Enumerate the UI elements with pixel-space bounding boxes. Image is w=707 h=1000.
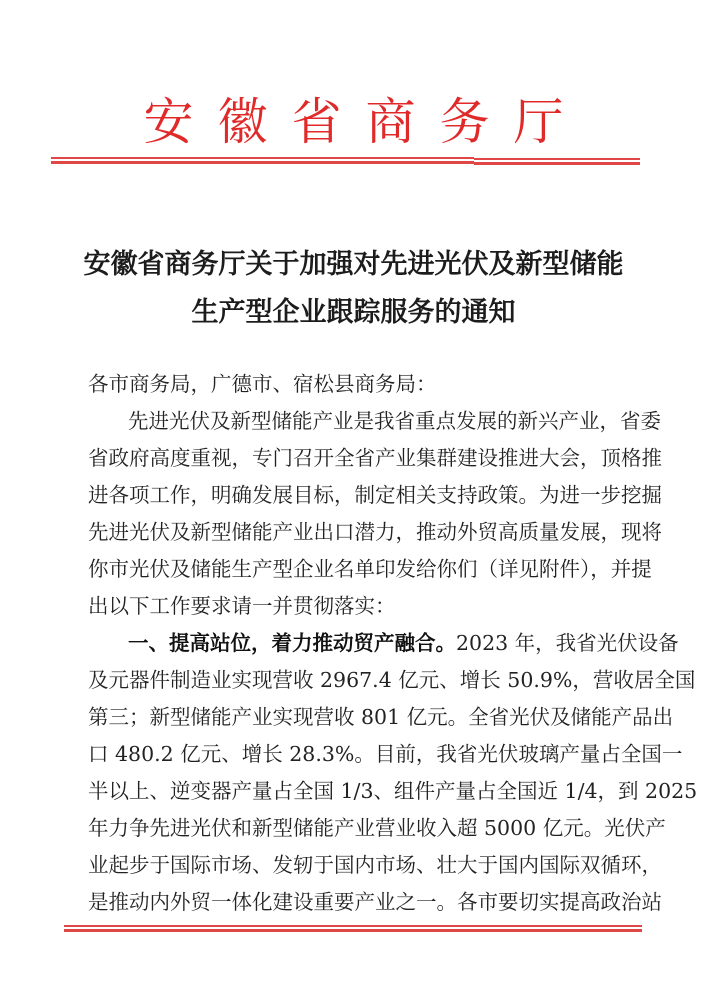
document-title-line-1: 安徽省商务厅关于加强对先进光伏及新型储能 [83,249,624,280]
divider-line-thick [64,929,642,932]
paragraph-line: 年力争先进光伏和新型储能产业营业收入超 5000 亿元。光伏产 [88,816,666,840]
paragraph-line: 业起步于国际市场、发轫于国内市场、壮大于国内国际双循环， [88,853,662,877]
section-1-first-line [128,625,679,662]
paragraph-line: 半以上、逆变器产量占全国 1/3、组件产量占全国近 1/4，到 2025 [88,779,698,803]
salutation: 各市商务局，广德市、宿松县商务局： [88,372,437,396]
letterhead-divider-right [474,158,640,164]
divider-line-thick [51,161,474,164]
paragraph-line: 2023 年，我省光伏设备 [456,631,679,655]
divider-line-thin [64,925,642,927]
paragraph-line: 是推动内外贸一体化建设重要产业之一。各市要切实提高政治站 [88,890,662,914]
paragraph-line: 及元器件制造业实现营收 2967.4 亿元、增长 50.9%，营收居全国 [88,668,696,692]
letterhead-divider [51,157,474,163]
paragraph-line: 出以下工作要求请一并贯彻落实： [88,594,396,618]
divider-line-thin [51,157,474,159]
section-1-heading: 一、提高站位，着力推动贸产融合。 [128,631,456,655]
paragraph-line: 省政府高度重视，专门召开全省产业集群建设推进大会，顶格推 [88,446,662,470]
footer-divider [64,925,642,931]
paragraph-line: 你市光伏及储能生产型企业名单印发给你们（详见附件），并提 [88,557,652,581]
paragraph-line: 第三；新型储能产业实现营收 801 亿元。全省光伏及储能产品出 [88,705,674,729]
paragraph-line: 进各项工作，明确发展目标，制定相关支持政策。为进一步挖掘 [88,483,662,507]
paragraph-line: 先进光伏及新型储能产业出口潜力，推动外贸高质量发展，现将 [88,520,662,544]
document-title-line-2: 生产型企业跟踪服务的通知 [191,297,516,328]
letterhead-org-name: 安徽省商务厅 [143,93,588,151]
paragraph-line: 先进光伏及新型储能产业是我省重点发展的新兴产业，省委 [128,409,661,433]
paragraph-line: 口 480.2 亿元、增长 28.3%。目前，我省光伏玻璃产量占全国一 [88,742,683,766]
divider-line-thick [474,162,640,165]
divider-line-thin [474,158,640,160]
